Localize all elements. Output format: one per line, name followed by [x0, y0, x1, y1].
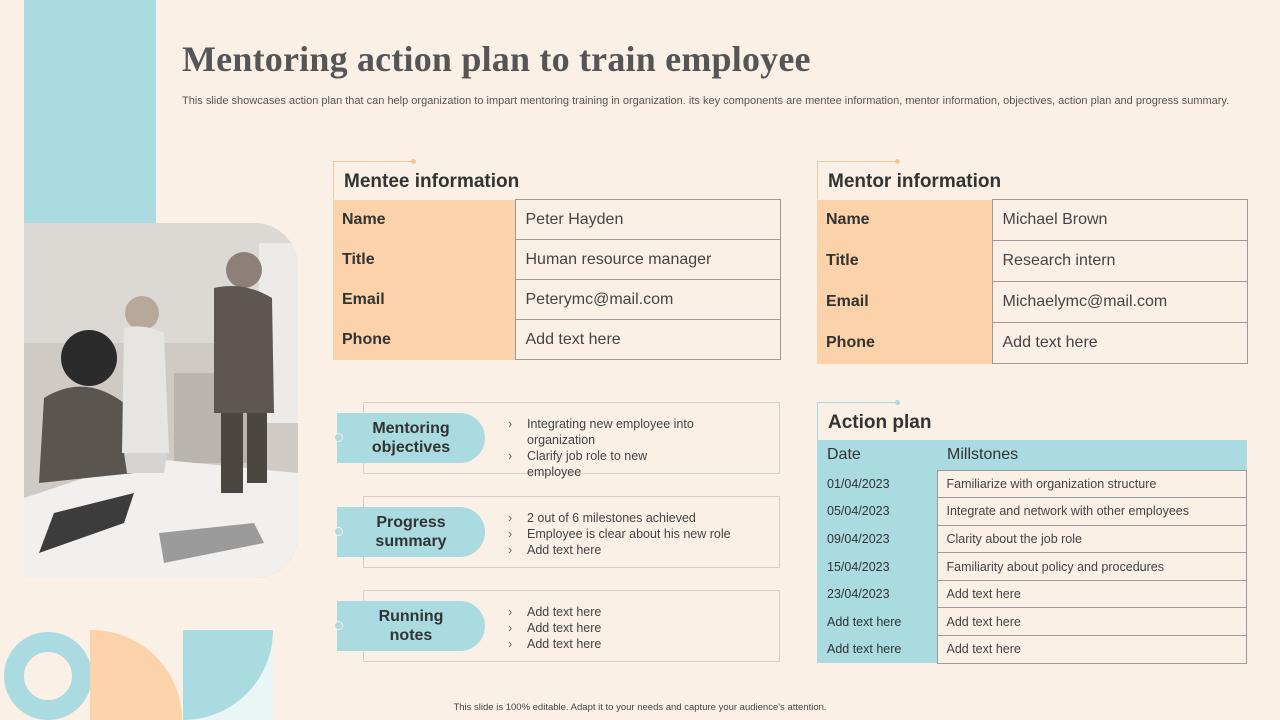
table-header-row [817, 440, 1247, 470]
milestone-cell: Clarity about the job role [937, 525, 1247, 553]
mentee-key-name: Name [333, 200, 515, 240]
mentee-table [333, 199, 781, 360]
header-dot [895, 400, 900, 405]
label-line: objectives [371, 439, 451, 456]
header-dot [895, 159, 900, 164]
date-cell: 05/04/2023 [817, 498, 937, 526]
chevron-right-icon: › [508, 511, 513, 525]
table-row [817, 525, 1247, 553]
mentor-key-title: Title [817, 241, 992, 282]
label-line: Mentoring [372, 420, 450, 437]
mentor-heading [817, 161, 1002, 199]
mentee-value-email: Peterymc@mail.com [515, 280, 780, 320]
mentor-key-name: Name [817, 200, 992, 241]
page-subtitle: This slide showcases action plan that can help organization to impart mentoring training in organization. its key components are mentee information, mentor information, objectives, action plan and progress summary. [182, 95, 1230, 107]
chevron-right-icon: › [508, 527, 513, 541]
page-title: Mentoring action plan to train employee [182, 39, 811, 79]
list-item-text: Add text here [527, 621, 602, 635]
mentor-key-email: Email [817, 282, 992, 323]
milestone-cell: Add text here [937, 636, 1247, 664]
list-item-text: Integrating new employee into organization [527, 417, 694, 447]
date-cell: 15/04/2023 [817, 553, 937, 581]
action-plan-heading-text: Action plan [828, 412, 932, 433]
decorative-teal-bar [24, 0, 156, 235]
mentor-value-title: Research intern [992, 241, 1247, 282]
column-header-date: Date [817, 440, 937, 470]
date-cell: 09/04/2023 [817, 525, 937, 553]
chevron-right-icon: › [508, 543, 513, 557]
milestone-cell: Familiarize with organization structure [937, 470, 1247, 498]
list-item [508, 448, 698, 480]
label-line: summary [375, 533, 447, 550]
mentor-heading-text: Mentor information [828, 171, 1002, 192]
table-row [333, 280, 780, 320]
mentee-key-title: Title [333, 240, 515, 280]
chevron-right-icon: › [508, 621, 513, 635]
progress-summary-list [508, 510, 731, 558]
table-row [817, 200, 1247, 241]
table-row [817, 470, 1247, 498]
table-row [817, 241, 1247, 282]
pill-dot [334, 527, 343, 536]
mentor-value-phone: Add text here [992, 323, 1247, 364]
table-row [817, 323, 1247, 364]
table-row [817, 282, 1247, 323]
label-line: Running [378, 608, 444, 625]
date-cell: 01/04/2023 [817, 470, 937, 498]
milestone-cell: Integrate and network with other employees [937, 498, 1247, 526]
list-item-text: 2 out of 6 milestones achieved [527, 511, 696, 525]
mentee-value-phone: Add text here [515, 320, 780, 360]
list-item [508, 510, 731, 526]
mentee-value-title: Human resource manager [515, 240, 780, 280]
chevron-right-icon: › [508, 605, 513, 619]
table-row [817, 498, 1247, 526]
action-plan-table [817, 440, 1247, 664]
progress-summary-label [337, 507, 485, 557]
list-item [508, 416, 698, 448]
list-item-text: Add text here [527, 637, 602, 651]
team-meeting-photo [24, 223, 298, 578]
table-row [817, 608, 1247, 636]
action-plan-heading [817, 402, 932, 440]
mentoring-objectives-label [337, 413, 485, 463]
chevron-right-icon: › [508, 417, 513, 431]
milestone-cell: Add text here [937, 608, 1247, 636]
mentor-information [817, 161, 1248, 364]
footer-note: This slide is 100% editable. Adapt it to your needs and capture your audience's attention. [453, 702, 827, 713]
label-line: Progress [376, 514, 446, 531]
list-item-text: Add text here [527, 605, 602, 619]
table-row [817, 636, 1247, 664]
mentor-value-email: Michaelymc@mail.com [992, 282, 1247, 323]
mentee-heading-text: Mentee information [344, 171, 520, 192]
mentee-key-phone: Phone [333, 320, 515, 360]
table-row [333, 320, 780, 360]
mentee-heading [333, 161, 520, 199]
mentee-information [333, 161, 781, 360]
list-item [508, 604, 601, 620]
label-line: notes [389, 627, 433, 644]
list-item-text: Employee is clear about his new role [527, 527, 731, 541]
column-header-milestones: Millstones [937, 440, 1247, 470]
list-item-text: Clarify job role to new employee [527, 449, 648, 479]
mentee-value-name: Peter Hayden [515, 200, 780, 240]
header-dot [411, 159, 416, 164]
chevron-right-icon: › [508, 449, 513, 463]
pill-dot [334, 621, 343, 630]
list-item [508, 620, 601, 636]
mentoring-objectives-list [508, 416, 698, 480]
mentee-key-email: Email [333, 280, 515, 320]
list-item-text: Add text here [527, 543, 602, 557]
date-cell: Add text here [817, 636, 937, 664]
running-notes-label [337, 601, 485, 651]
date-cell: Add text here [817, 608, 937, 636]
list-item [508, 542, 731, 558]
pill-dot [334, 433, 343, 442]
chevron-right-icon: › [508, 637, 513, 651]
list-item [508, 526, 731, 542]
table-row [333, 240, 780, 280]
table-row [817, 580, 1247, 608]
mentor-value-name: Michael Brown [992, 200, 1247, 241]
table-row [333, 200, 780, 240]
list-item [508, 636, 601, 652]
running-notes-list [508, 604, 601, 652]
mentor-table [817, 199, 1248, 364]
milestone-cell: Add text here [937, 580, 1247, 608]
milestone-cell: Familiarity about policy and procedures [937, 553, 1247, 581]
table-row [817, 553, 1247, 581]
date-cell: 23/04/2023 [817, 580, 937, 608]
mentor-key-phone: Phone [817, 323, 992, 364]
